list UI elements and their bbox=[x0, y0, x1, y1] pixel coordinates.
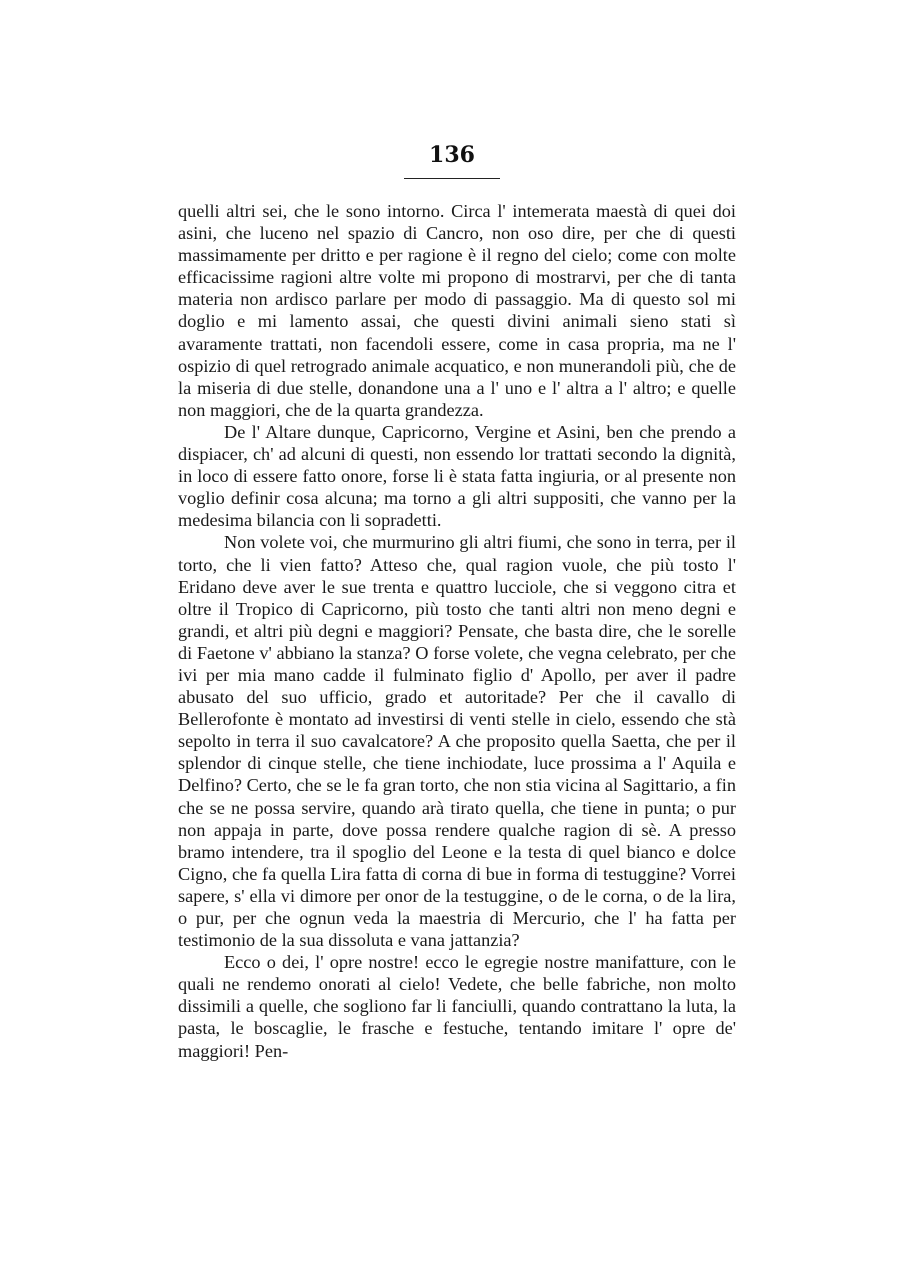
body-text bbox=[178, 200, 736, 1062]
paragraph-2: De l' Altare dunque, Capricorno, Vergine et Asini, ben che prendo a dispiacer, ch' ad alcuni di questi, non essendo lor trattati secondo la dignità, in loco di essere fatto onore, forse li è stata fatta ingiuria, or al presente non voglio definir cosa alcuna; ma torno a gli altri suppositi, che vanno per la medesima bilancia con li sopradetti. bbox=[178, 421, 736, 531]
paragraph-4: Ecco o dei, l' opre nostre! ecco le egregie nostre manifatture, con le quali ne rendemo onorati al cielo! Vedete, che belle fabriche, non molto dissimili a quelle, che sogliono far li fanciulli, quando contrattano la luta, la pasta, le boscaglie, le frasche e festuche, tentando imitare l' opre de' maggiori! Pen- bbox=[178, 952, 736, 1061]
paragraph-1: quelli altri sei, che le sono intorno. Circa l' intemerata maestà di quei doi asini, che luceno nel spazio di Cancro, non oso dire, per che di questi massimamente per dritto e per ragione è il regno del cielo; come con molte efficacissime ragioni altre volte mi propono di mostrarvi, per che di tanta materia non ardisco parlare per modo di passaggio. Ma di questo sol mi doglio e mi lamento assai, che questi divini animali sieno stati sì avaramente trattati, non facendoli essere, come in casa propria, ma ne l' ospizio di quel retrogrado animale acquatico, e non munerandoli più, che de la miseria di due stelle, donandone una a l' uno e l' altra a l' altro; e quelle non maggiori, che de la quarta grandezza. bbox=[178, 201, 736, 420]
header-rule bbox=[404, 178, 500, 179]
paragraph-3: Non volete voi, che murmurino gli altri fiumi, che sono in terra, per il torto, che li vien fatto? Atteso che, qual ragion vuole, che più tosto l' Eridano deve aver le sue trenta e quattro lucciole, che si veggono citra et oltre il Tropico di Capricorno, più tosto che tanti altri non meno degni e grandi, et altri più degni e maggiori? Pensate, che basta dire, che le sorelle di Faetone v' abbiano la stanza? O forse volete, che vegna celebrato, per che ivi per mia mano cadde il fulminato figlio d' Apollo, per aver il padre abusato del suo ufficio, grado et autoritade? Per che il cavallo di Bellerofonte è montato ad investirsi di venti stelle in cielo, essendo che stà sepolto in terra il suo cavalcatore? A che proposito quella Saetta, che per il splendor di cinque stelle, che tiene inchiodate, luce prossima a l' Aquila e Delfino? Certo, che se le fa gran torto, che non stia vicina al Sagittario, a fin che se ne possa servire, quando arà tirato quella, che tiene in punta; o pur non appaja in parte, dove possa rendere qualche ragion di sè. A presso bramo intendere, tra il spoglio del Leone e la testa di quel bianco e dolce Cigno, che fa quella Lira fatta di corna di bue in forma di testuggine? Vorrei sapere, s' ella vi dimore per onor de la testuggine, o de le corna, o de la lira, o pur, per che ognun veda la maestria di Mercurio, che l' ha fatta per testimonio de la sua dissoluta e vana jattanzia? bbox=[178, 532, 736, 951]
page-number: 136 bbox=[429, 142, 475, 168]
